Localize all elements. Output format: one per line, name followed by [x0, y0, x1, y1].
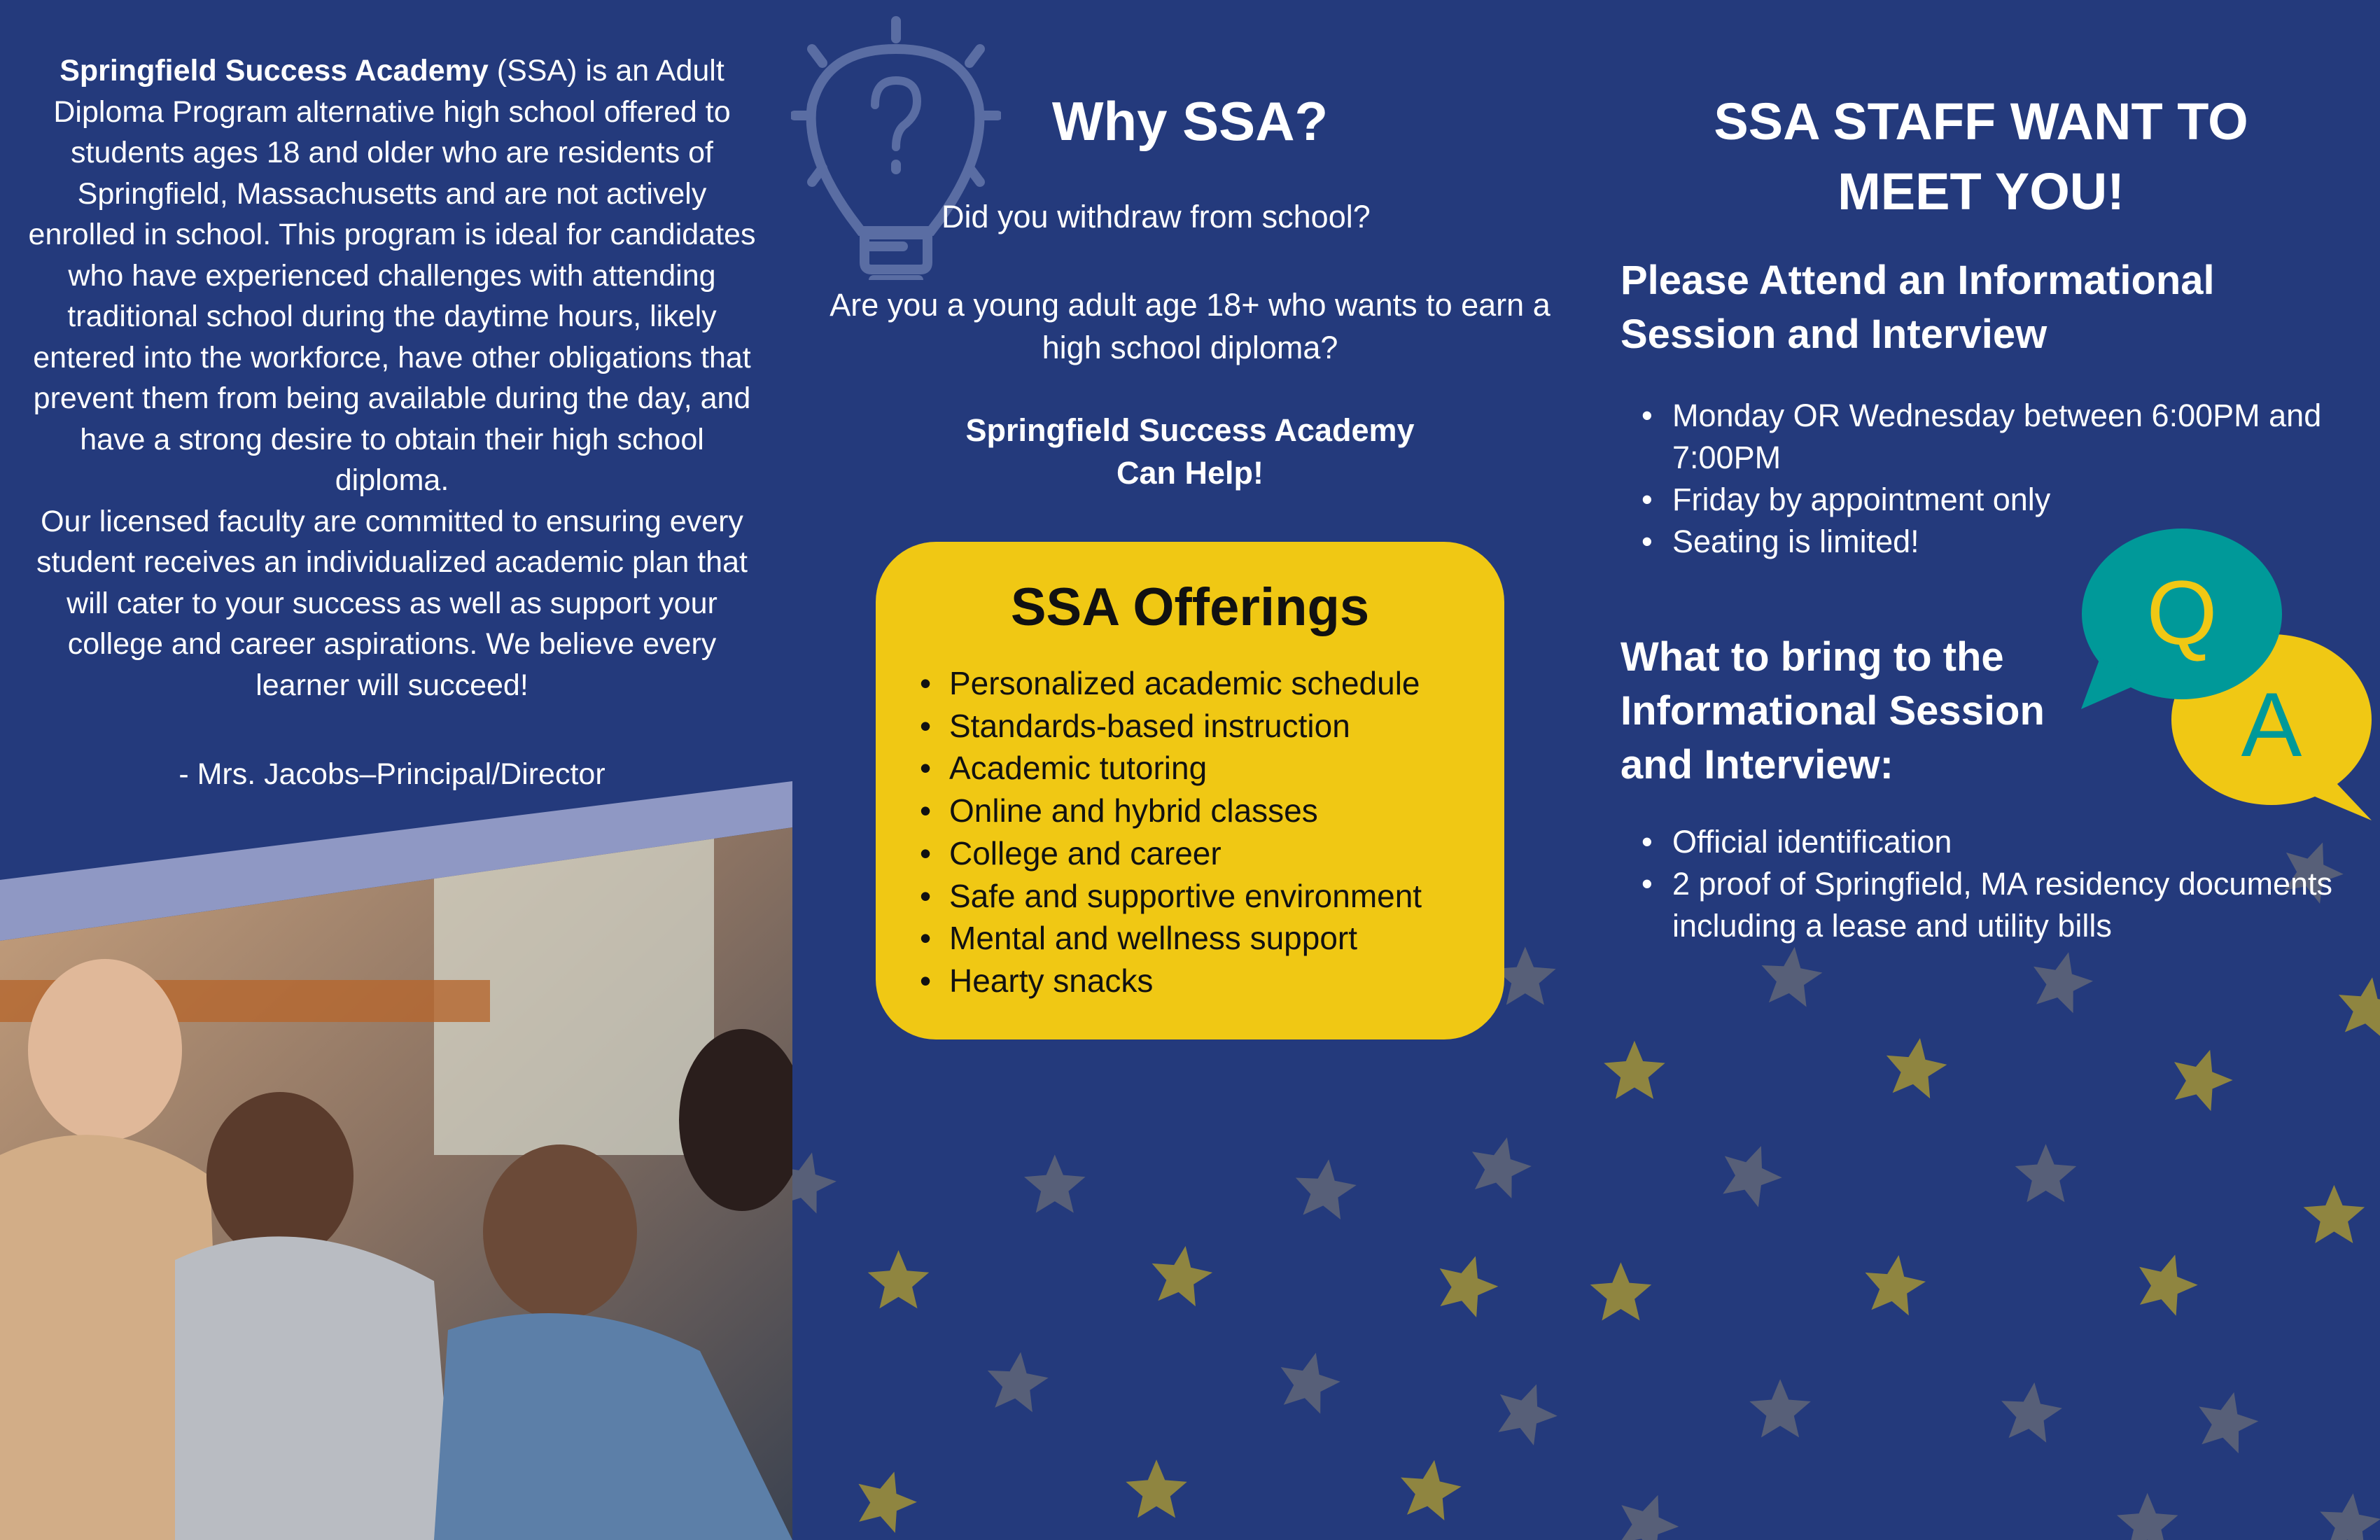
staff-title-line-2: MEET YOU! — [1837, 162, 2124, 220]
star-icon — [2199, 1392, 2258, 1453]
star-icon — [1024, 1154, 1086, 1212]
lightbulb-question-icon — [791, 14, 1001, 280]
list-item: • Official identification — [1620, 821, 2342, 863]
star-icon — [1401, 1460, 1462, 1520]
star-icon — [1749, 1379, 1811, 1437]
star-icon — [868, 1250, 930, 1308]
help-line-1: Springfield Success Academy — [965, 412, 1415, 448]
principal-quote: - Mrs. Jacobs–Principal/Director — [178, 757, 606, 791]
staff-title-line-1: SSA STAFF WANT TO — [1714, 92, 2248, 150]
star-icon — [2015, 1144, 2077, 1202]
star-icon — [1723, 1146, 1782, 1208]
star-icon — [1152, 1246, 1213, 1306]
list-item: • Academic tutoring — [949, 747, 1422, 790]
star-icon — [858, 1471, 917, 1533]
offerings-list — [949, 662, 1422, 1002]
list-item: • Safe and supportive environment — [949, 875, 1422, 918]
list-item: • Mental and wellness support — [949, 917, 1422, 960]
star-icon — [1590, 1262, 1652, 1320]
star-icon — [2339, 977, 2380, 1037]
question-withdraw: Did you withdraw from school? — [941, 199, 1371, 234]
list-item: • Standards-based instruction — [949, 705, 1422, 748]
list-item: • Hearty snacks — [949, 960, 1422, 1002]
star-icon — [988, 1352, 1049, 1413]
attend-title: Please Attend an Informational Session and Interview — [1620, 258, 2215, 357]
star-icon — [1126, 1460, 1187, 1518]
star-icon — [1604, 1041, 1665, 1099]
intro-paragraph-1: (SSA) is an Adult Diploma Program alternative high school offered to students ages 18 and older who are residents of Springfield, Massachusetts and are not actively enrolled in school. This program is ideal for candidates who have experienced challenges with attending traditional school during the daytime hours, likely entered into the workforce, have other obligations that prevent them from being available during the day, and have a strong desire to obtain their high school diploma. — [28, 54, 756, 497]
star-icon — [1886, 1038, 1947, 1098]
bring-title: What to bring to the Informational Session and Interview: — [1620, 634, 2045, 788]
star-icon — [2033, 952, 2093, 1013]
list-item: • Personalized academic schedule — [949, 662, 1422, 705]
offerings-box — [876, 542, 1504, 1040]
star-icon — [1865, 1255, 1926, 1315]
list-item: • Online and hybrid classes — [949, 790, 1422, 832]
list-item: • 2 proof of Springfield, MA residency documents including a lease and utility bills — [1620, 863, 2342, 947]
star-icon — [1296, 1159, 1357, 1219]
star-icon — [1472, 1138, 1532, 1198]
why-ssa-title: Why SSA? — [1051, 90, 1329, 152]
staff-title — [1666, 87, 2296, 227]
star-icon — [2001, 1382, 2062, 1443]
offerings-title: SSA Offerings — [1010, 578, 1370, 637]
list-item: • Seating is limited! — [1620, 521, 2362, 563]
intro-text — [21, 50, 763, 706]
q-letter: Q — [2146, 561, 2218, 664]
star-icon — [1762, 947, 1823, 1007]
bring-list — [1620, 821, 2342, 947]
list-item: • College and career — [949, 832, 1422, 875]
list-item: • Monday OR Wednesday between 6:00PM and 7:00PM — [1620, 395, 2362, 479]
star-icon — [2174, 1050, 2233, 1112]
list-item: • Friday by appointment only — [1620, 479, 2362, 521]
qa-speech-bubbles-icon — [2072, 518, 2380, 826]
star-icon — [2320, 1493, 2380, 1540]
star-icon — [1498, 1385, 1557, 1446]
can-help-text — [875, 409, 1505, 494]
school-name: Springfield Success Academy — [59, 54, 489, 88]
star-icon — [1440, 1256, 1499, 1318]
star-icon — [2139, 1254, 2198, 1315]
star-icon — [2304, 1185, 2365, 1243]
question-young-adult: Are you a young adult age 18+ who wants to earn a high school diploma? — [830, 287, 1550, 365]
a-letter: A — [2241, 673, 2302, 776]
star-icon — [1281, 1353, 1340, 1414]
star-icon — [2117, 1493, 2178, 1540]
intro-paragraph-2: Our licensed faculty are committed to ensuring every student receives an individualized academic plan that will cater to your success as well as support your college and career aspirations. We believe every learner will succeed! — [36, 504, 748, 702]
star-icon — [1620, 1495, 1679, 1540]
help-line-2: Can Help! — [1116, 455, 1264, 491]
